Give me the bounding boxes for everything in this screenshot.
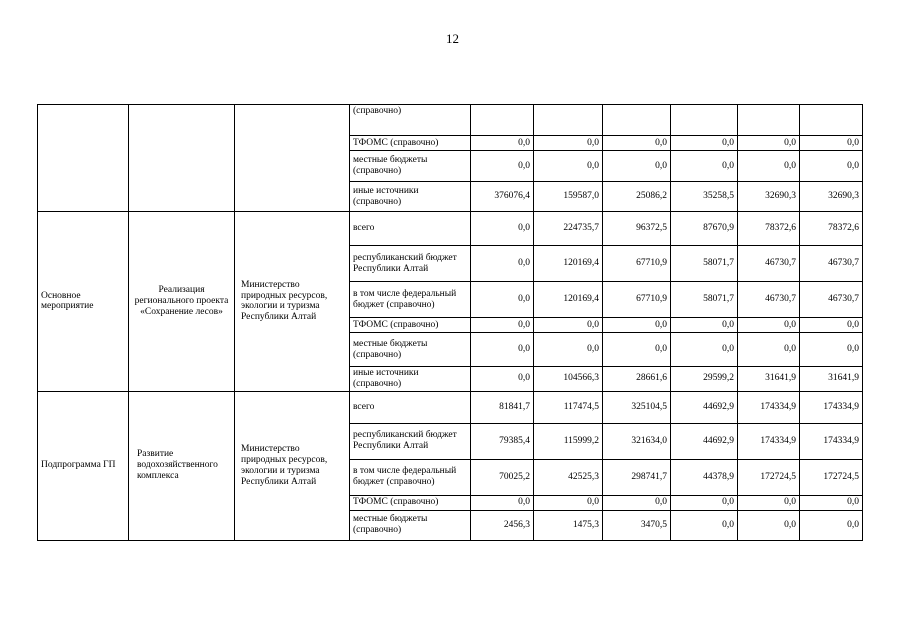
status-cell: Основное мероприятие: [38, 212, 129, 392]
executor-cell: Министерство природных ресурсов, экологии и туризма Республики Алтай: [235, 212, 350, 392]
source-label: республиканский бюджет Республики Алтай: [350, 246, 471, 282]
source-label: местные бюджеты (справочно): [350, 333, 471, 367]
source-label: республиканский бюджет Республики Алтай: [350, 423, 471, 459]
source-label: местные бюджеты (справочно): [350, 151, 471, 182]
value-cell: 174334,9: [738, 391, 800, 423]
value-cell: 0,0: [671, 510, 738, 540]
value-cell: 0,0: [471, 136, 534, 151]
value-cell: 0,0: [671, 333, 738, 367]
value-cell: [800, 105, 863, 136]
value-cell: 159587,0: [534, 182, 603, 212]
value-cell: 0,0: [671, 136, 738, 151]
value-cell: 58071,7: [671, 282, 738, 318]
value-cell: 0,0: [471, 212, 534, 246]
executor-cell: [235, 105, 350, 212]
value-cell: 117474,5: [534, 391, 603, 423]
value-cell: 0,0: [738, 136, 800, 151]
value-cell: 31641,9: [738, 367, 800, 392]
value-cell: 376076,4: [471, 182, 534, 212]
value-cell: 3470,5: [603, 510, 671, 540]
value-cell: 0,0: [738, 333, 800, 367]
value-cell: 174334,9: [800, 391, 863, 423]
value-cell: 298741,7: [603, 459, 671, 495]
value-cell: 25086,2: [603, 182, 671, 212]
value-cell: [738, 105, 800, 136]
executor-cell: Министерство природных ресурсов, экологии и туризма Республики Алтай: [235, 391, 350, 540]
value-cell: 0,0: [738, 318, 800, 333]
value-cell: 28661,6: [603, 367, 671, 392]
value-cell: 0,0: [471, 495, 534, 510]
value-cell: 0,0: [800, 318, 863, 333]
value-cell: 32690,3: [738, 182, 800, 212]
value-cell: 70025,2: [471, 459, 534, 495]
source-label: всего: [350, 212, 471, 246]
source-label: ТФОМС (справочно): [350, 495, 471, 510]
budget-table: [37, 104, 863, 541]
value-cell: 0,0: [603, 333, 671, 367]
source-label: иные источники (справочно): [350, 182, 471, 212]
value-cell: 115999,2: [534, 423, 603, 459]
value-cell: 325104,5: [603, 391, 671, 423]
source-label: иные источники (справочно): [350, 367, 471, 392]
value-cell: 0,0: [671, 318, 738, 333]
value-cell: 0,0: [738, 495, 800, 510]
value-cell: [471, 105, 534, 136]
value-cell: 0,0: [534, 318, 603, 333]
value-cell: 172724,5: [800, 459, 863, 495]
value-cell: 67710,9: [603, 282, 671, 318]
value-cell: 174334,9: [738, 423, 800, 459]
value-cell: 0,0: [603, 495, 671, 510]
source-label: местные бюджеты (справочно): [350, 510, 471, 540]
value-cell: 0,0: [534, 333, 603, 367]
value-cell: 0,0: [471, 282, 534, 318]
value-cell: 78372,6: [800, 212, 863, 246]
value-cell: 46730,7: [738, 282, 800, 318]
value-cell: 120169,4: [534, 246, 603, 282]
value-cell: 44692,9: [671, 391, 738, 423]
value-cell: 35258,5: [671, 182, 738, 212]
table-row: [38, 391, 863, 423]
source-label: (справочно): [350, 105, 471, 136]
source-label: ТФОМС (справочно): [350, 136, 471, 151]
value-cell: 0,0: [471, 246, 534, 282]
value-cell: 87670,9: [671, 212, 738, 246]
value-cell: 0,0: [800, 495, 863, 510]
value-cell: 0,0: [671, 151, 738, 182]
value-cell: 0,0: [800, 333, 863, 367]
value-cell: 0,0: [471, 318, 534, 333]
value-cell: 0,0: [738, 151, 800, 182]
status-cell: Подпрограмма ГП: [38, 391, 129, 540]
source-label: в том числе федеральный бюджет (справочно): [350, 459, 471, 495]
name-cell: [129, 105, 235, 212]
name-cell: Развитие водохозяйственного комплекса: [129, 391, 235, 540]
value-cell: 0,0: [471, 151, 534, 182]
value-cell: 67710,9: [603, 246, 671, 282]
table-row: [38, 212, 863, 246]
name-cell: Реализация регионального проекта «Сохранение лесов»: [129, 212, 235, 392]
value-cell: 0,0: [603, 318, 671, 333]
value-cell: 78372,6: [738, 212, 800, 246]
value-cell: 42525,3: [534, 459, 603, 495]
page-number: 12: [446, 31, 459, 46]
value-cell: [671, 105, 738, 136]
value-cell: 2456,3: [471, 510, 534, 540]
table-row: [38, 105, 863, 136]
value-cell: 0,0: [800, 136, 863, 151]
value-cell: 224735,7: [534, 212, 603, 246]
value-cell: 0,0: [671, 495, 738, 510]
source-label: ТФОМС (справочно): [350, 318, 471, 333]
value-cell: 58071,7: [671, 246, 738, 282]
value-cell: 0,0: [471, 367, 534, 392]
value-cell: 0,0: [800, 510, 863, 540]
value-cell: [534, 105, 603, 136]
value-cell: [603, 105, 671, 136]
source-label: в том числе федеральный бюджет (справочно): [350, 282, 471, 318]
value-cell: 46730,7: [800, 246, 863, 282]
source-label: всего: [350, 391, 471, 423]
value-cell: 31641,9: [800, 367, 863, 392]
value-cell: 32690,3: [800, 182, 863, 212]
value-cell: 81841,7: [471, 391, 534, 423]
value-cell: 104566,3: [534, 367, 603, 392]
value-cell: 29599,2: [671, 367, 738, 392]
value-cell: 172724,5: [738, 459, 800, 495]
value-cell: 0,0: [738, 510, 800, 540]
value-cell: 44378,9: [671, 459, 738, 495]
value-cell: 0,0: [534, 151, 603, 182]
value-cell: 120169,4: [534, 282, 603, 318]
value-cell: 0,0: [534, 136, 603, 151]
value-cell: 46730,7: [738, 246, 800, 282]
value-cell: 44692,9: [671, 423, 738, 459]
status-cell: [38, 105, 129, 212]
value-cell: 0,0: [534, 495, 603, 510]
value-cell: 174334,9: [800, 423, 863, 459]
value-cell: 0,0: [800, 151, 863, 182]
value-cell: 0,0: [603, 151, 671, 182]
value-cell: 96372,5: [603, 212, 671, 246]
value-cell: 321634,0: [603, 423, 671, 459]
value-cell: 79385,4: [471, 423, 534, 459]
value-cell: 0,0: [603, 136, 671, 151]
value-cell: 1475,3: [534, 510, 603, 540]
value-cell: 46730,7: [800, 282, 863, 318]
value-cell: 0,0: [471, 333, 534, 367]
